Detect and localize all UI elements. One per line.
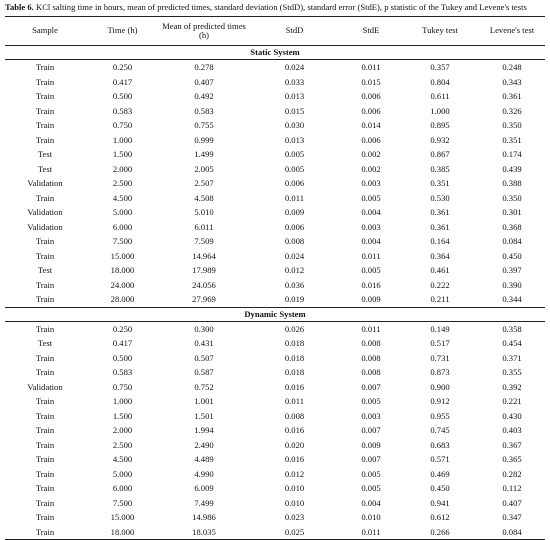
cell-stde: 0.009: [361, 294, 381, 304]
cell-stdd: 0.024: [284, 62, 305, 72]
column-header-mean-predicted: Mean of predicted times (h): [160, 17, 248, 46]
cell-sample: Validation: [27, 221, 63, 232]
cell-sample: Test: [37, 163, 53, 174]
cell-sample: Train: [35, 192, 55, 203]
cell-levene: 0.450: [502, 250, 522, 261]
cell-time: 6.000: [112, 483, 133, 493]
section-header-row: [5, 46, 545, 60]
table-row: [5, 60, 545, 75]
cell-mean-predicted: 0.492: [194, 91, 214, 101]
cell-levene: 0.301: [502, 207, 522, 217]
cell-tukey: 0.266: [401, 525, 479, 540]
cell-time: 2.000: [112, 163, 133, 174]
cell-levene: 0.390: [502, 279, 522, 290]
cell-sample: Test: [37, 149, 53, 159]
cell-sample: Validation: [27, 381, 63, 392]
cell-mean-predicted: 2.507: [194, 178, 214, 188]
cell-time: 0.250: [112, 62, 133, 72]
cell-time: 0.500: [112, 352, 133, 363]
cell-sample: Train: [35, 105, 55, 116]
cell-stdd: 0.010: [284, 497, 305, 508]
table-row: [5, 176, 545, 191]
cell-levene: 0.403: [502, 425, 522, 435]
cell-time: 1.000: [112, 396, 133, 406]
cell-levene: 0.112: [502, 483, 522, 493]
table-row: [5, 380, 545, 395]
cell-time: 6.000: [112, 221, 133, 232]
cell-mean-predicted: 27.969: [192, 294, 216, 304]
cell-levene: 0.350: [502, 192, 522, 203]
cell-sample: Train: [35, 279, 55, 290]
cell-mean-predicted: 0.507: [194, 352, 214, 363]
cell-sample: Train: [35, 62, 55, 72]
cell-stde: 0.006: [361, 134, 381, 145]
cell-time: 0.750: [112, 381, 133, 392]
cell-sample: Train: [35, 250, 55, 261]
cell-sample: Train: [35, 352, 55, 363]
cell-mean-predicted: 18.035: [160, 525, 248, 540]
cell-stdd: 0.018: [284, 352, 305, 363]
cell-levene: 0.355: [502, 367, 522, 377]
cell-sample: Train: [35, 323, 55, 334]
cell-stde: 0.005: [361, 265, 381, 275]
cell-tukey: 0.611: [430, 91, 450, 101]
cell-tukey: 0.357: [430, 62, 450, 72]
cell-stdd: 0.030: [284, 120, 305, 130]
cell-mean-predicted: 2.005: [194, 163, 214, 174]
table-row: [5, 104, 545, 119]
table-row: [5, 423, 545, 438]
cell-time: 0.750: [112, 120, 133, 130]
cell-tukey: 0.461: [430, 265, 450, 275]
cell-stdd: 0.024: [284, 250, 305, 261]
cell-stdd: 0.005: [284, 149, 305, 159]
cell-stde: 0.002: [361, 149, 381, 159]
cell-tukey: 0.361: [430, 207, 450, 217]
cell-time: 0.417: [112, 338, 133, 348]
cell-mean-predicted: 0.407: [194, 76, 214, 87]
cell-tukey: 0.517: [430, 338, 450, 348]
column-header-time: Time (h): [85, 17, 160, 46]
cell-tukey: 0.941: [430, 497, 450, 508]
cell-stdd: 0.036: [284, 279, 305, 290]
cell-mean-predicted: 1.001: [194, 396, 214, 406]
cell-stde: 0.008: [361, 367, 381, 377]
cell-sample: Train: [35, 454, 55, 464]
cell-time: 4.500: [112, 192, 133, 203]
column-header-stdd: StdD: [248, 17, 341, 46]
cell-time: 0.500: [112, 91, 133, 101]
cell-mean-predicted: 0.752: [194, 381, 214, 392]
cell-sample: Validation: [27, 207, 63, 217]
cell-sample: Train: [35, 396, 55, 406]
cell-mean-predicted: 0.587: [194, 367, 214, 377]
table-header: [5, 17, 545, 46]
cell-sample: Train: [35, 294, 55, 304]
cell-mean-predicted: 0.755: [194, 120, 214, 130]
cell-sample: Train: [35, 134, 55, 145]
cell-levene: 0.367: [502, 439, 522, 450]
cell-stdd: 0.006: [284, 178, 305, 188]
column-header-stde: StdE: [341, 17, 401, 46]
cell-stdd: 0.011: [284, 192, 305, 203]
cell-tukey: 0.222: [430, 279, 450, 290]
cell-stdd: 0.016: [284, 425, 305, 435]
table-row: [5, 467, 545, 482]
cell-stde: 0.011: [341, 525, 401, 540]
cell-levene: 0.388: [502, 178, 522, 188]
cell-time: 0.583: [112, 367, 133, 377]
cell-time: 1.000: [112, 134, 133, 145]
cell-time: 5.000: [112, 207, 133, 217]
cell-tukey: 0.867: [430, 149, 450, 159]
cell-tukey: 0.895: [430, 120, 450, 130]
cell-tukey: 0.351: [430, 178, 450, 188]
cell-tukey: 0.955: [430, 410, 450, 421]
cell-levene: 0.084: [502, 236, 522, 246]
cell-stdd: 0.018: [284, 367, 305, 377]
cell-sample: Train: [35, 91, 55, 101]
cell-tukey: 1.000: [430, 105, 450, 116]
cell-stdd: 0.008: [284, 236, 305, 246]
cell-mean-predicted: 0.999: [194, 134, 214, 145]
table-row: [5, 438, 545, 453]
cell-levene: 0.365: [502, 454, 522, 464]
cell-levene: 0.174: [502, 149, 522, 159]
cell-levene: 0.248: [502, 62, 522, 72]
cell-levene: 0.351: [502, 134, 522, 145]
cell-levene: 0.439: [502, 163, 522, 174]
cell-stde: 0.011: [361, 62, 381, 72]
table-row: [5, 205, 545, 220]
cell-time: 2.500: [112, 178, 133, 188]
cell-stde: 0.002: [361, 163, 381, 174]
cell-mean-predicted: 5.010: [194, 207, 214, 217]
cell-mean-predicted: 2.490: [194, 439, 214, 450]
cell-stde: 0.003: [361, 221, 381, 232]
table-row: [5, 292, 545, 307]
cell-sample: Train: [35, 367, 55, 377]
cell-sample: Train: [35, 483, 55, 493]
cell-stde: 0.006: [361, 105, 381, 116]
cell-sample: Train: [5, 525, 85, 540]
table-caption-text: KCl salting time in hours, mean of predicted times, standard deviation (StdD), standard error (StdE), p statistic of the Tukey and Levene's tests: [35, 2, 527, 12]
cell-mean-predicted: 0.431: [194, 338, 214, 348]
column-header-levene: Levene's test: [479, 17, 545, 46]
cell-mean-predicted: 0.300: [194, 323, 214, 334]
cell-stde: 0.006: [361, 91, 381, 101]
section-title: Static System: [5, 46, 545, 60]
cell-stde: 0.007: [361, 454, 381, 464]
cell-sample: Train: [35, 497, 55, 508]
cell-stde: 0.015: [361, 76, 381, 87]
cell-stde: 0.005: [361, 396, 381, 406]
cell-stdd: 0.023: [284, 512, 305, 522]
cell-mean-predicted: 6.011: [194, 221, 214, 232]
cell-stdd: 0.015: [284, 105, 305, 116]
cell-stde: 0.008: [361, 338, 381, 348]
cell-stde: 0.004: [361, 207, 381, 217]
table-row: [5, 263, 545, 278]
table-row: [5, 220, 545, 235]
cell-sample: Train: [35, 468, 55, 479]
cell-time: 7.500: [112, 497, 133, 508]
cell-levene: 0.221: [502, 396, 522, 406]
cell-stdd: 0.011: [284, 396, 305, 406]
cell-time: 18.000: [110, 265, 135, 275]
table-body: [5, 46, 545, 540]
cell-sample: Validation: [27, 178, 63, 188]
table-row: [5, 452, 545, 467]
cell-stdd: 0.005: [284, 163, 305, 174]
cell-tukey: 0.469: [430, 468, 450, 479]
table-row: [5, 351, 545, 366]
cell-levene: 0.350: [502, 120, 522, 130]
cell-tukey: 0.364: [430, 250, 450, 261]
cell-stdd: 0.013: [284, 91, 305, 101]
cell-stdd: 0.012: [284, 265, 305, 275]
cell-stdd: 0.010: [284, 483, 305, 493]
cell-sample: Test: [37, 338, 53, 348]
cell-tukey: 0.385: [430, 163, 450, 174]
cell-levene: 0.084: [479, 525, 545, 540]
cell-levene: 0.371: [502, 352, 522, 363]
table-row: [5, 394, 545, 409]
cell-mean-predicted: 7.509: [194, 236, 214, 246]
table-row: [5, 89, 545, 104]
cell-stdd: 0.025: [248, 525, 341, 540]
cell-stde: 0.007: [361, 425, 381, 435]
table-row: [5, 75, 545, 90]
section-title: Dynamic System: [5, 307, 545, 321]
cell-stde: 0.004: [361, 236, 381, 246]
cell-tukey: 0.745: [430, 425, 450, 435]
cell-levene: 0.392: [502, 381, 522, 392]
cell-sample: Train: [35, 76, 55, 87]
cell-tukey: 0.211: [430, 294, 450, 304]
cell-time: 7.500: [112, 236, 133, 246]
cell-time: 2.500: [112, 439, 133, 450]
cell-levene: 0.343: [502, 76, 522, 87]
cell-levene: 0.326: [502, 105, 522, 116]
header-row: [5, 17, 545, 46]
table-row: [5, 481, 545, 496]
cell-levene: 0.344: [502, 294, 522, 304]
cell-levene: 0.397: [502, 265, 522, 275]
cell-tukey: 0.361: [430, 221, 450, 232]
cell-time: 5.000: [112, 468, 133, 479]
cell-stde: 0.011: [361, 250, 381, 261]
results-table: [5, 16, 545, 540]
cell-tukey: 0.873: [430, 367, 450, 377]
table-row: [5, 234, 545, 249]
cell-levene: 0.282: [502, 468, 522, 479]
cell-levene: 0.407: [502, 497, 522, 508]
cell-mean-predicted: 6.009: [194, 483, 214, 493]
cell-stdd: 0.026: [284, 323, 305, 334]
cell-tukey: 0.804: [430, 76, 450, 87]
cell-mean-predicted: 17.989: [192, 265, 216, 275]
cell-tukey: 0.450: [430, 483, 450, 493]
cell-sample: Train: [35, 439, 55, 450]
cell-levene: 0.454: [502, 338, 522, 348]
cell-tukey: 0.149: [430, 323, 450, 334]
cell-mean-predicted: 1.499: [194, 149, 214, 159]
cell-mean-predicted: 14.986: [192, 512, 216, 522]
table-row: [5, 162, 545, 177]
cell-sample: Train: [35, 236, 55, 246]
cell-mean-predicted: 7.499: [194, 497, 214, 508]
cell-stdd: 0.018: [284, 338, 305, 348]
cell-levene: 0.361: [502, 91, 522, 101]
cell-tukey: 0.612: [430, 512, 450, 522]
table-row: [5, 496, 545, 511]
cell-mean-predicted: 4.990: [194, 468, 214, 479]
cell-time: 15.000: [110, 512, 135, 522]
table-caption: [5, 2, 545, 14]
cell-tukey: 0.683: [430, 439, 450, 450]
cell-time: 4.500: [112, 454, 133, 464]
cell-mean-predicted: 1.501: [194, 410, 214, 421]
cell-mean-predicted: 24.056: [192, 279, 216, 290]
cell-time: 28.000: [110, 294, 135, 304]
cell-tukey: 0.932: [430, 134, 450, 145]
cell-mean-predicted: 0.278: [194, 62, 214, 72]
cell-time: 24.000: [110, 279, 135, 290]
cell-stdd: 0.006: [284, 221, 305, 232]
cell-mean-predicted: 1.994: [194, 425, 214, 435]
cell-time: 1.500: [112, 149, 133, 159]
cell-time: 2.000: [112, 425, 133, 435]
cell-stdd: 0.016: [284, 381, 305, 392]
table-row: [5, 191, 545, 206]
cell-tukey: 0.164: [430, 236, 450, 246]
table-row: [5, 510, 545, 525]
cell-stde: 0.010: [361, 512, 381, 522]
cell-mean-predicted: 0.583: [194, 105, 214, 116]
cell-sample: Train: [35, 410, 55, 421]
cell-time: 15.000: [110, 250, 135, 261]
table-row: [5, 336, 545, 351]
cell-tukey: 0.530: [430, 192, 450, 203]
cell-tukey: 0.900: [430, 381, 450, 392]
cell-stde: 0.005: [361, 468, 381, 479]
cell-sample: Test: [37, 265, 53, 275]
table-row: [5, 278, 545, 293]
table-row: [5, 147, 545, 162]
section-header-row: [5, 307, 545, 321]
cell-stdd: 0.019: [284, 294, 305, 304]
table-row: [5, 321, 545, 336]
cell-stde: 0.007: [361, 381, 381, 392]
cell-tukey: 0.731: [430, 352, 450, 363]
cell-levene: 0.358: [502, 323, 522, 334]
table-row: [5, 118, 545, 133]
column-header-sample: Sample: [5, 17, 85, 46]
cell-stdd: 0.008: [284, 410, 305, 421]
cell-sample: Train: [35, 120, 55, 130]
cell-stde: 0.009: [361, 439, 381, 450]
cell-mean-predicted: 4.508: [194, 192, 214, 203]
cell-stde: 0.003: [361, 410, 381, 421]
cell-stde: 0.008: [361, 352, 381, 363]
cell-stdd: 0.020: [284, 439, 305, 450]
cell-time: 0.417: [112, 76, 133, 87]
cell-stdd: 0.013: [284, 134, 305, 145]
cell-levene: 0.347: [502, 512, 522, 522]
cell-time: 1.500: [112, 410, 133, 421]
column-header-tukey: Tukey test: [401, 17, 479, 46]
cell-stdd: 0.012: [284, 468, 305, 479]
cell-stdd: 0.033: [284, 76, 305, 87]
cell-tukey: 0.571: [430, 454, 450, 464]
cell-time: 18.000: [85, 525, 160, 540]
table-row: [5, 249, 545, 264]
cell-sample: Train: [35, 425, 55, 435]
cell-stde: 0.016: [361, 279, 381, 290]
cell-tukey: 0.912: [430, 396, 450, 406]
cell-stdd: 0.009: [284, 207, 305, 217]
cell-stdd: 0.016: [284, 454, 305, 464]
table-row: [5, 409, 545, 424]
table-caption-label: Table 6.: [5, 2, 34, 12]
cell-stde: 0.014: [361, 120, 381, 130]
cell-stde: 0.011: [361, 323, 381, 334]
cell-mean-predicted: 4.489: [194, 454, 214, 464]
cell-sample: Train: [35, 512, 55, 522]
cell-stde: 0.005: [361, 192, 381, 203]
cell-mean-predicted: 14.964: [192, 250, 216, 261]
cell-time: 0.250: [112, 323, 133, 334]
cell-stde: 0.003: [361, 178, 381, 188]
table-row: [5, 525, 545, 540]
cell-time: 0.583: [112, 105, 133, 116]
cell-stde: 0.004: [361, 497, 381, 508]
table-row: [5, 365, 545, 380]
table-row: [5, 133, 545, 148]
cell-levene: 0.368: [502, 221, 522, 232]
cell-levene: 0.430: [502, 410, 522, 421]
cell-stde: 0.005: [361, 483, 381, 493]
